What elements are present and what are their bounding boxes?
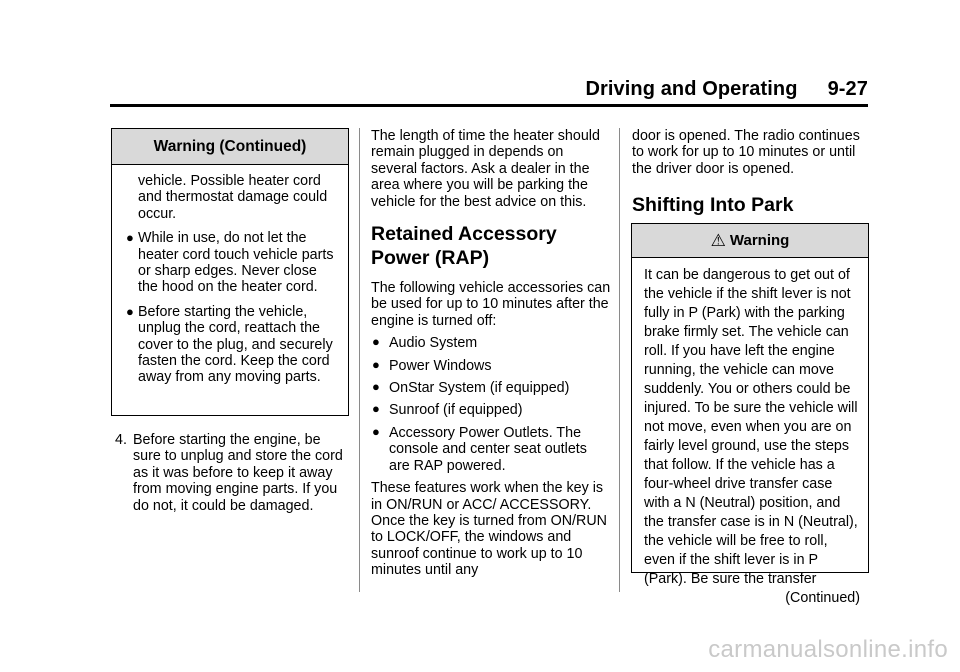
warning-body: It can be dangerous to get out of the vehicle if the shift lever is not fully in P (Park) with the parking brake firmly set. The vehicle can roll. If you have left the engine running, the vehicle can move suddenly. You or others could be injured. To be sure the vehicle will not move, even when you are on fairly level ground, use the steps that follow. If the vehicle has a four-wheel drive transfer case with a N (Neutral) position, and the transfer case is in N (Neutral), the vehicle will be free to roll, even if the shift lever is in P (Park). Be sure the transfer (644, 267, 858, 587)
bullet-icon: ● (372, 356, 380, 372)
heater-paragraph: The length of time the heater should remain plugged in depends on several factors. Ask a dealer in the area where you will be parking the vehicle for the best advice on this. (371, 128, 600, 210)
warning-continued-title: Warning (Continued) (112, 129, 348, 165)
bullet-icon: ● (126, 230, 134, 246)
section-title-rap: Retained Accessory Power (RAP) (371, 223, 557, 270)
warning-continued-intro: vehicle. Possible heater cord and thermostat damage could occur. (138, 173, 328, 222)
header-text (585, 78, 868, 101)
column-2 (371, 128, 611, 579)
warning-bullet-text: While in use, do not let the heater cord touch vehicle parts or sharp edges. Never close the hood on the heater cord. (138, 230, 334, 296)
rap-outro: These features work when the key is in ON/RUN or ACC/ ACCESSORY. Once the key is turned from ON/RUN to LOCK/OFF, the windows and sunroof continue to work up to 10 minutes until any (371, 480, 607, 579)
watermark: carmanualsonline.info (708, 636, 948, 663)
column-divider-1 (359, 128, 360, 592)
page-header (110, 78, 868, 108)
warning-bullet-text: Before starting the vehicle, unplug the cord, reattach the cover to the plug, and securely fasten the cord. Keep the cord away from any moving parts. (138, 303, 333, 386)
column-divider-2 (619, 128, 620, 592)
bullet-icon: ● (372, 379, 380, 395)
list-item-text: OnStar System (if equipped) (389, 380, 570, 397)
list-item-text: Audio System (389, 335, 478, 352)
section-name: Driving and Operating (585, 78, 798, 100)
page-number: 9-27 (827, 78, 868, 100)
warning-bullet (128, 230, 338, 296)
list-item (371, 402, 611, 418)
step-text: Before starting the engine, be sure to unplug and store the cord as it was before to keep it away from moving engine parts. If you do not, it could be damaged. (133, 432, 343, 514)
list-item (371, 425, 611, 474)
warning-triangle-icon: ⚠ (710, 231, 726, 250)
bullet-icon: ● (372, 423, 380, 439)
list-item (371, 380, 611, 396)
step-4 (115, 432, 347, 514)
step-number: 4. (115, 432, 127, 448)
list-item (371, 335, 611, 351)
warning-continued-body (112, 165, 348, 394)
rap-continued-paragraph: door is opened. The radio continues to work for up to 10 minutes or until the driver door is opened. (632, 128, 860, 177)
section-title-shifting: Shifting Into Park (632, 194, 794, 217)
warning-bullet (128, 304, 338, 386)
list-item (371, 358, 611, 374)
continued-label: (Continued) (785, 590, 860, 606)
bullet-icon: ● (126, 303, 134, 319)
list-item-text: Sunroof (if equipped) (389, 402, 523, 419)
header-rule (110, 104, 868, 107)
warning-title (632, 224, 868, 258)
warning-box (631, 223, 869, 606)
list-item-text: Power Windows (389, 357, 492, 374)
warning-continued-box (111, 128, 349, 416)
warning-label: Warning (729, 232, 790, 249)
bullet-icon: ● (372, 334, 380, 350)
column-3 (632, 128, 872, 227)
numbered-step (115, 432, 347, 514)
rap-lead: The following vehicle accessories can be used for up to 10 minutes after the engine is turned off: (371, 280, 611, 329)
bullet-icon: ● (372, 401, 380, 417)
list-item-text: Accessory Power Outlets. The console and center seat outlets are RAP powered. (389, 424, 587, 474)
rap-accessory-list (371, 335, 611, 474)
